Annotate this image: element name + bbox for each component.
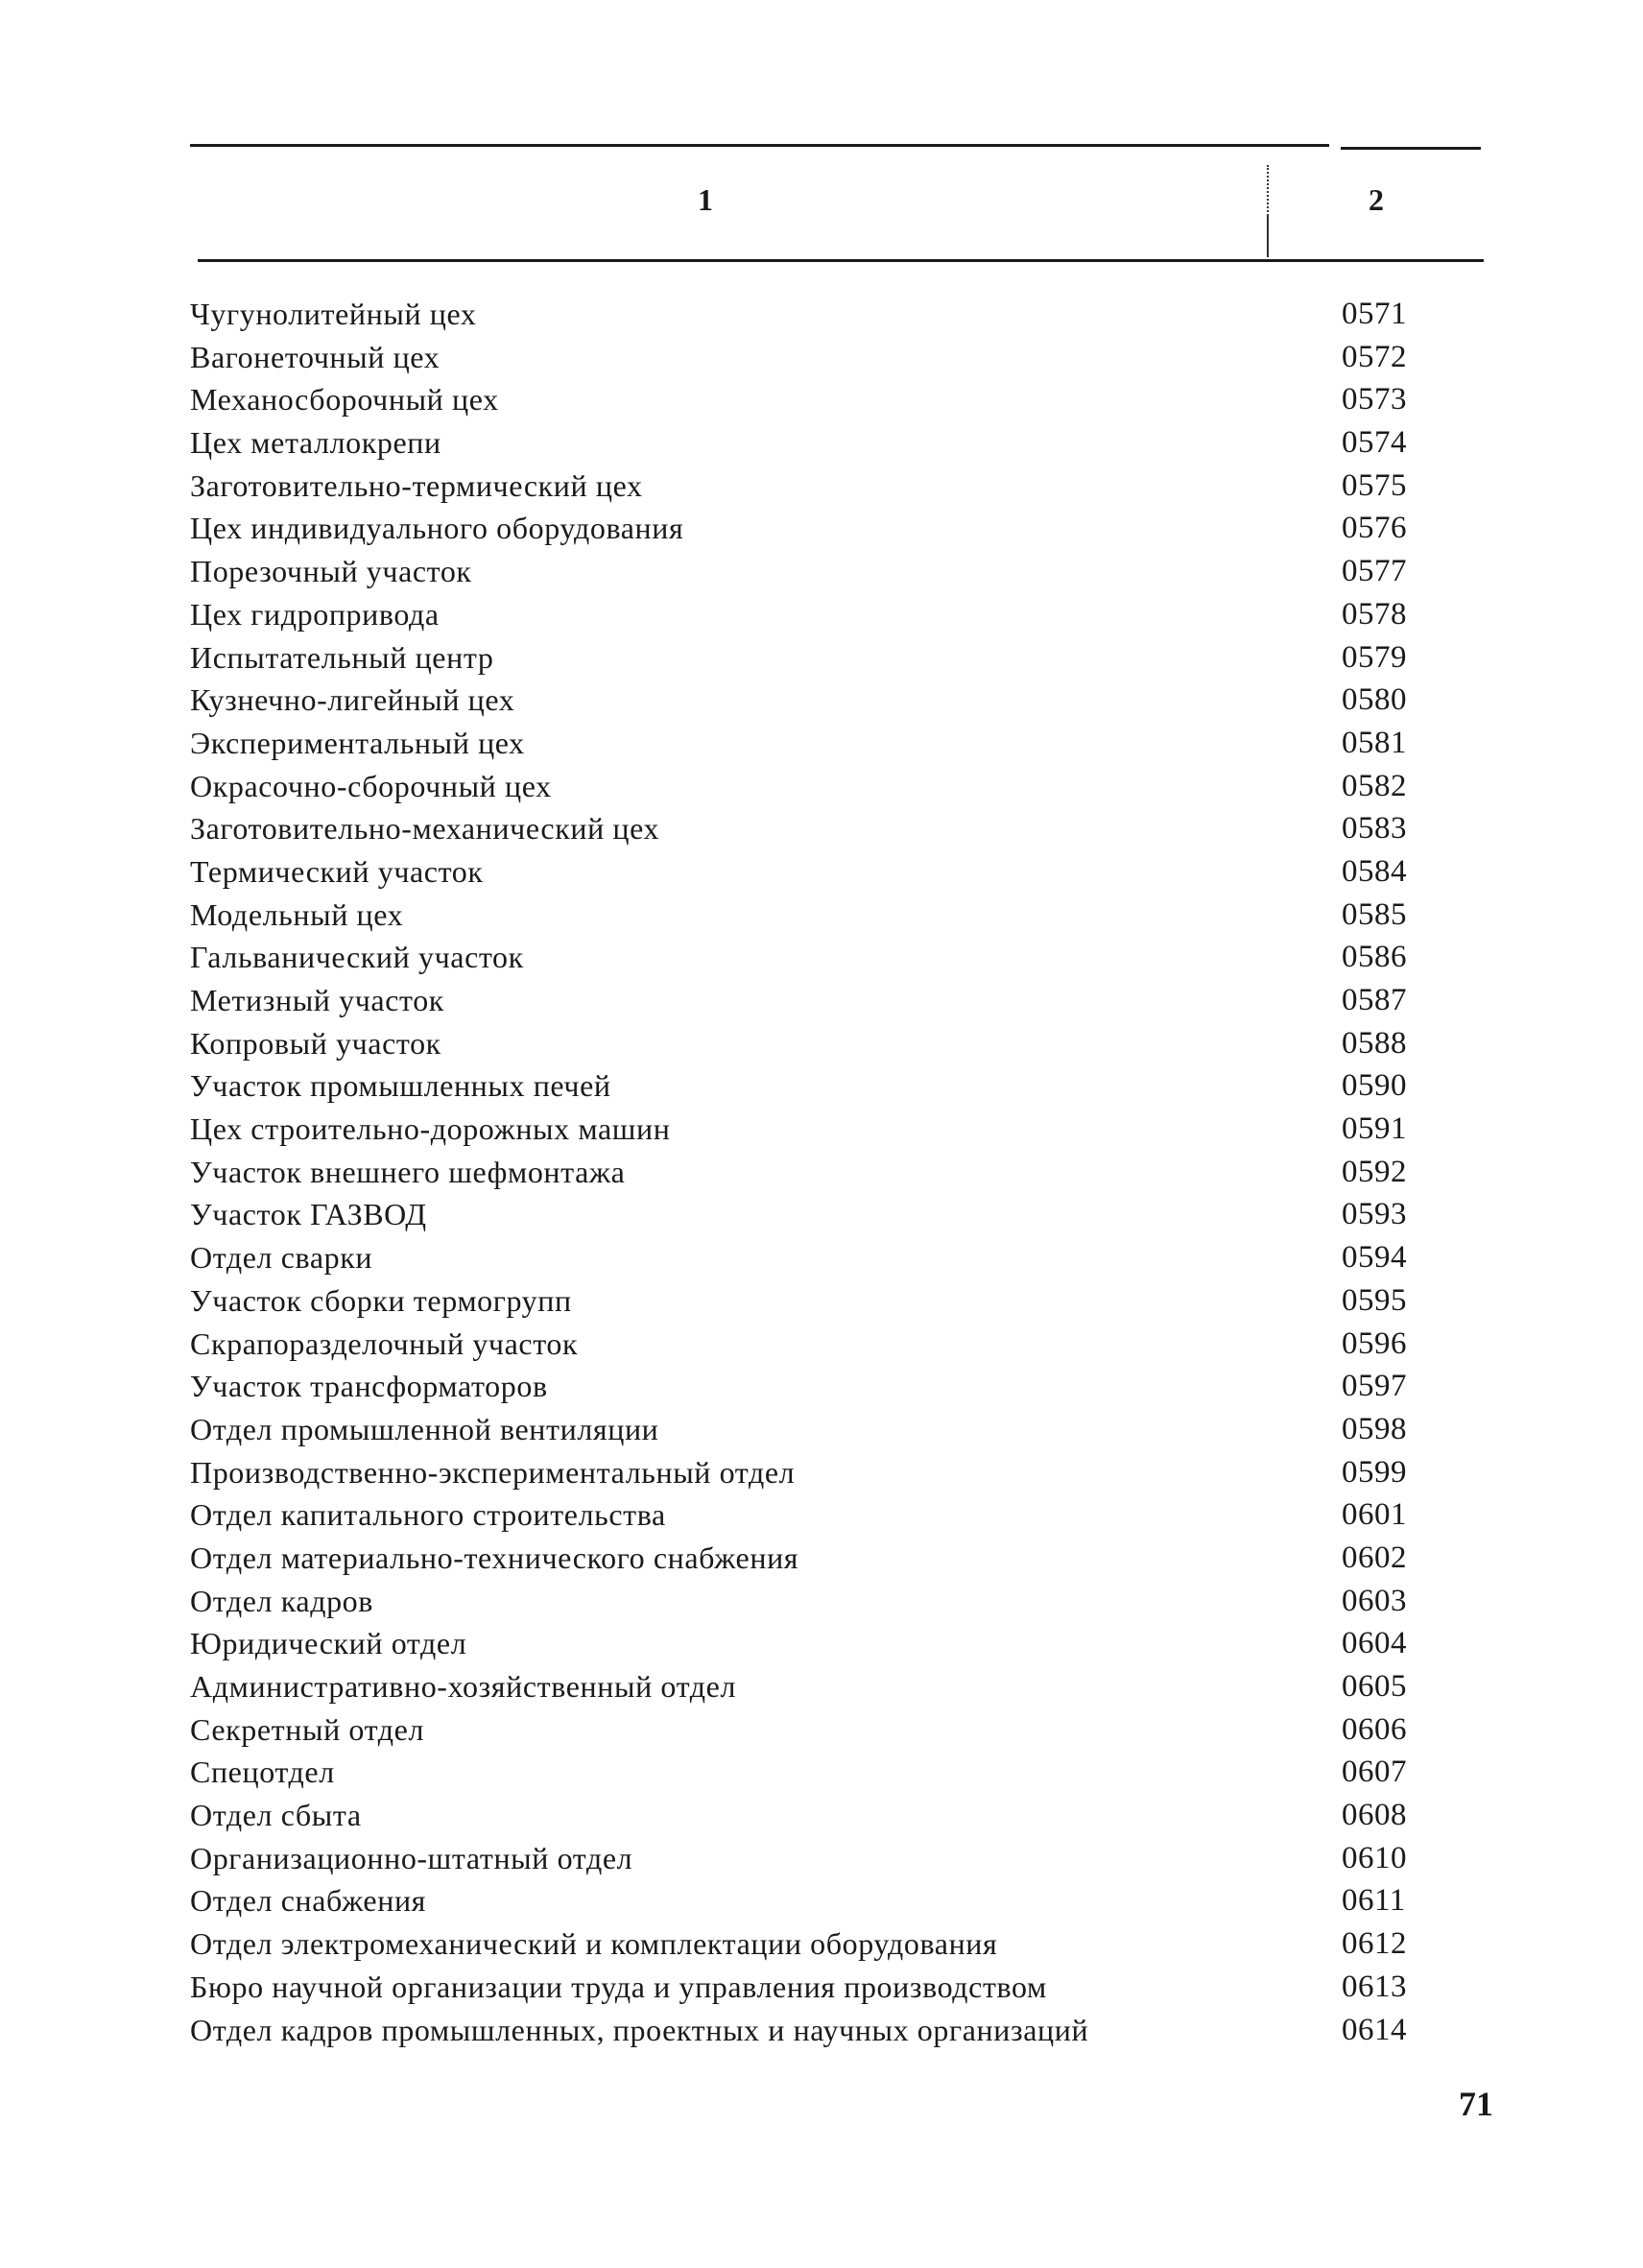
- table-row: [190, 1151, 1438, 1194]
- row-name: Окрасочно-сборочный цех: [190, 768, 552, 803]
- table-row: [190, 378, 1438, 421]
- row-code: 0595: [1342, 1282, 1407, 1318]
- row-code: 0583: [1342, 811, 1407, 847]
- row-code: 0587: [1342, 983, 1407, 1017]
- row-name: Заготовительно-термический цех: [190, 467, 643, 503]
- row-code: 0613: [1342, 1969, 1407, 2004]
- row-name: Метизный участок: [190, 983, 444, 1017]
- row-name: Цех металлокрепи: [190, 425, 441, 461]
- table-row: [190, 1022, 1438, 1065]
- row-name: Отдел сварки: [190, 1240, 373, 1276]
- row-code: 0605: [1342, 1669, 1407, 1704]
- row-code: 0612: [1342, 1926, 1407, 1962]
- table-row: [190, 636, 1438, 680]
- row-code: 0576: [1342, 511, 1407, 546]
- table-row: [190, 465, 1438, 508]
- row-name: Цех индивидуального оборудования: [190, 511, 684, 546]
- row-code: 0601: [1342, 1497, 1407, 1533]
- row-code: 0585: [1342, 896, 1407, 932]
- table-row: [190, 550, 1438, 593]
- row-name: Участок внешнего шефмонтажа: [190, 1154, 626, 1189]
- row-code: 0611: [1342, 1883, 1406, 1919]
- row-code: 0607: [1342, 1755, 1407, 1790]
- table-row: [190, 1365, 1438, 1408]
- table-row: [190, 936, 1438, 979]
- table-row: [190, 1193, 1438, 1236]
- row-name: Термический участок: [190, 853, 484, 889]
- row-name: Отдел капитального строительства: [190, 1497, 666, 1533]
- row-name: Испытательный центр: [190, 639, 494, 675]
- row-code: 0608: [1342, 1798, 1407, 1833]
- row-name: Отдел сбыта: [190, 1798, 362, 1833]
- table-row: [190, 1493, 1438, 1537]
- table-top-rule: [190, 144, 1329, 147]
- table-row: [190, 293, 1438, 336]
- row-name: Вагонеточный цех: [190, 339, 441, 374]
- table-row: [190, 1451, 1438, 1494]
- row-code: 0603: [1342, 1583, 1407, 1618]
- row-name: Участок ГАЗВОД: [190, 1197, 427, 1232]
- row-name: Секретный отдел: [190, 1711, 425, 1747]
- row-name: Порезочный участок: [190, 554, 472, 589]
- table-row: [190, 1323, 1438, 1366]
- column-separator-solid: [1267, 216, 1269, 257]
- row-code: 0574: [1342, 425, 1407, 461]
- row-name: Цех строительно-дорожных машин: [190, 1111, 671, 1147]
- row-name: Бюро научной организации труда и управления производством: [190, 1969, 1047, 2004]
- table-row: [190, 1922, 1438, 1966]
- row-code: 0571: [1342, 297, 1407, 331]
- row-name: Копровый участок: [190, 1025, 441, 1061]
- table-row: [190, 765, 1438, 808]
- row-code: 0573: [1342, 382, 1407, 418]
- row-code: 0581: [1342, 725, 1407, 760]
- table-row: [190, 1108, 1438, 1151]
- table-row: [190, 850, 1438, 894]
- row-name: Производственно-экспериментальный отдел: [190, 1454, 796, 1490]
- table-row: [190, 679, 1438, 722]
- row-code: 0592: [1342, 1154, 1407, 1189]
- row-name: Отдел кадров: [190, 1583, 373, 1618]
- table-row: [190, 722, 1438, 765]
- table-row: [190, 1665, 1438, 1708]
- row-code: 0596: [1342, 1325, 1407, 1361]
- table-row: [190, 894, 1438, 937]
- row-code: 0572: [1342, 339, 1407, 374]
- row-code: 0610: [1342, 1840, 1407, 1875]
- table-row: [190, 1236, 1438, 1279]
- table-row: [190, 1879, 1438, 1922]
- row-code: 0586: [1342, 940, 1407, 975]
- table-row: [190, 1064, 1438, 1108]
- row-name: Отдел кадров промышленных, проектных и научных организаций: [190, 2012, 1089, 2047]
- column-header-2: 2: [1369, 182, 1384, 217]
- row-name: Спецотдел: [190, 1755, 335, 1790]
- row-name: Отдел электромеханический и комплектации оборудования: [190, 1926, 998, 1962]
- row-code: 0602: [1342, 1540, 1407, 1575]
- table-row: [190, 593, 1438, 636]
- row-name: Юридический отдел: [190, 1626, 467, 1661]
- table-row: [190, 1837, 1438, 1880]
- table-body: [190, 293, 1438, 2051]
- row-code: 0591: [1342, 1111, 1407, 1147]
- column-header-1: 1: [698, 182, 713, 217]
- row-name: Отдел промышленной вентиляции: [190, 1411, 659, 1446]
- table-top-rule-right: [1341, 147, 1481, 150]
- table-row: [190, 1622, 1438, 1665]
- row-code: 0598: [1342, 1411, 1407, 1446]
- row-name: Участок трансформаторов: [190, 1369, 548, 1404]
- row-name: Организационно-штатный отдел: [190, 1840, 633, 1875]
- row-name: Скрапоразделочный участок: [190, 1325, 579, 1361]
- row-code: 0614: [1342, 2012, 1407, 2047]
- row-code: 0604: [1342, 1626, 1407, 1661]
- row-code: 0599: [1342, 1454, 1407, 1490]
- table-row: [190, 421, 1438, 465]
- row-code: 0580: [1342, 682, 1407, 718]
- table-row: [190, 1279, 1438, 1323]
- row-name: Кузнечно-лигейный цех: [190, 682, 515, 718]
- table-row: [190, 807, 1438, 850]
- table-row: [190, 2009, 1438, 2052]
- page-number: 71: [1459, 2085, 1493, 2123]
- row-code: 0579: [1342, 639, 1407, 675]
- table-row: [190, 1751, 1438, 1794]
- row-code: 0597: [1342, 1369, 1407, 1404]
- row-code: 0590: [1342, 1068, 1407, 1104]
- row-code: 0582: [1342, 768, 1407, 803]
- row-name: Цех гидропривода: [190, 596, 440, 632]
- row-name: Чугунолитейный цех: [190, 297, 477, 331]
- table-row: [190, 1537, 1438, 1580]
- table-row: [190, 1708, 1438, 1752]
- table-row: [190, 1966, 1438, 2009]
- table-row: [190, 336, 1438, 379]
- row-name: Административно-хозяйственный отдел: [190, 1669, 737, 1704]
- row-name: Экспериментальный цех: [190, 725, 525, 760]
- table-row: [190, 1794, 1438, 1837]
- row-name: Гальванический участок: [190, 940, 524, 975]
- table-row: [190, 979, 1438, 1022]
- row-name: Участок сборки термогрупп: [190, 1282, 572, 1318]
- table-header-bottom-rule: [198, 259, 1484, 262]
- row-code: 0577: [1342, 554, 1407, 589]
- row-name: Механосборочный цех: [190, 382, 499, 418]
- row-name: Участок промышленных печей: [190, 1068, 611, 1104]
- row-name: Отдел снабжения: [190, 1883, 426, 1919]
- table-row: [190, 1580, 1438, 1623]
- row-code: 0606: [1342, 1711, 1407, 1747]
- row-code: 0578: [1342, 596, 1407, 632]
- row-code: 0575: [1342, 467, 1407, 503]
- row-name: Заготовительно-механический цех: [190, 811, 660, 847]
- row-code: 0588: [1342, 1025, 1407, 1061]
- table-row: [190, 507, 1438, 550]
- row-code: 0584: [1342, 853, 1407, 889]
- row-name: Модельный цех: [190, 896, 404, 932]
- row-name: Отдел материально-технического снабжения: [190, 1540, 799, 1575]
- row-code: 0593: [1342, 1197, 1407, 1232]
- table-row: [190, 1408, 1438, 1451]
- row-code: 0594: [1342, 1240, 1407, 1276]
